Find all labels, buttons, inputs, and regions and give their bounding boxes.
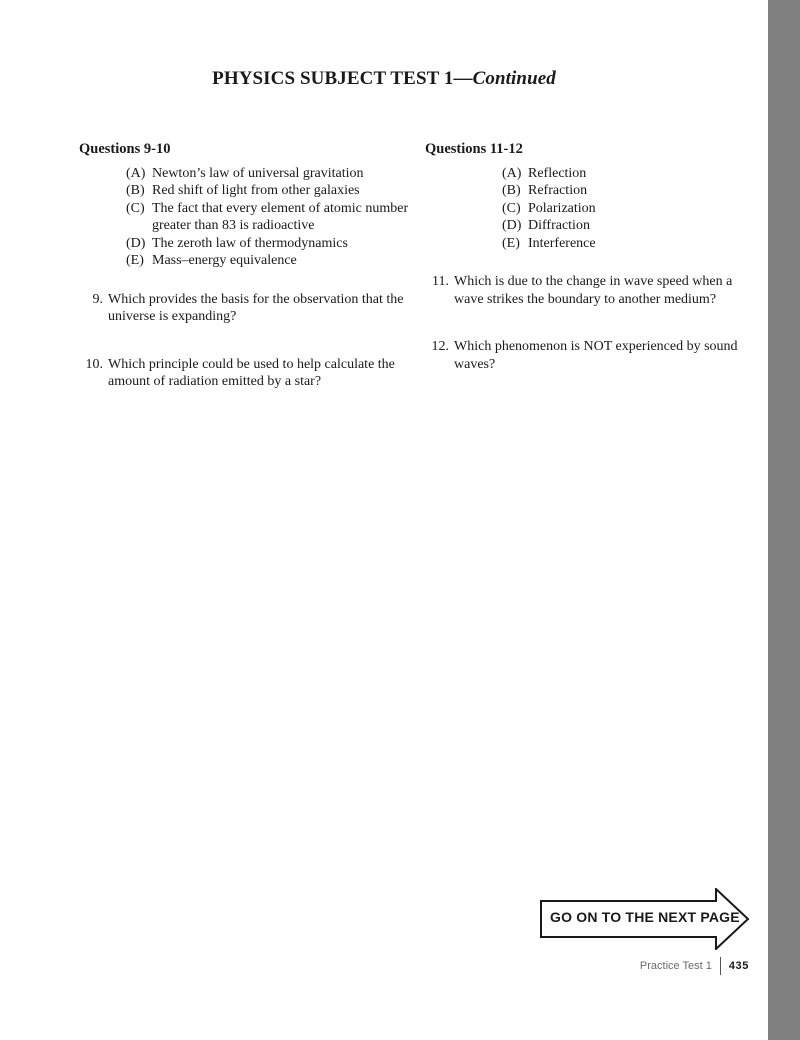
choice-e: (E) Mass–energy equivalence <box>126 253 297 268</box>
page-title: PHYSICS SUBJECT TEST 1—Continued <box>212 68 556 89</box>
questions-9-10-block <box>79 141 409 391</box>
choice-b: (B) Refraction <box>502 183 588 198</box>
question-9: 9. Which provides the basis for the observation that the universe is expanding? <box>92 291 404 324</box>
answer-choices <box>79 165 409 270</box>
side-bar <box>768 0 800 1040</box>
page-number: 435 <box>728 960 749 972</box>
choice-d: (D) Diffraction <box>502 218 590 233</box>
next-page-arrow[interactable] <box>540 888 750 950</box>
choice-c: (C) The fact that every element of atomic number greater than 83 is radioactive <box>126 200 409 233</box>
section-heading: Questions 11-12 <box>425 141 523 157</box>
choice-a: (A) Newton’s law of universal gravitation <box>126 165 364 181</box>
question-10: 10. Which principle could be used to help calculate the amount of radiation emitted by a star? <box>85 356 395 389</box>
footer-label: Practice Test 1 <box>639 960 712 972</box>
question-11: 11. Which is due to the change in wave speed when a wave strikes the boundary to another medium? <box>432 274 733 307</box>
choice-b: (B) Red shift of light from other galaxies <box>126 183 360 198</box>
choice-d: (D) The zeroth law of thermodynamics <box>126 235 348 251</box>
choice-c: (C) Polarization <box>502 200 596 216</box>
question-12: 12. Which phenomenon is NOT experienced by sound waves? <box>431 339 738 372</box>
page-footer <box>640 957 749 975</box>
choice-a: (A) Reflection <box>502 165 587 181</box>
questions-11-12-block <box>425 141 755 373</box>
next-page-label: GO ON TO THE NEXT PAGE <box>550 909 740 925</box>
choice-e: (E) Interference <box>502 235 596 251</box>
answer-choices <box>425 165 755 253</box>
section-heading: Questions 9-10 <box>79 141 171 157</box>
